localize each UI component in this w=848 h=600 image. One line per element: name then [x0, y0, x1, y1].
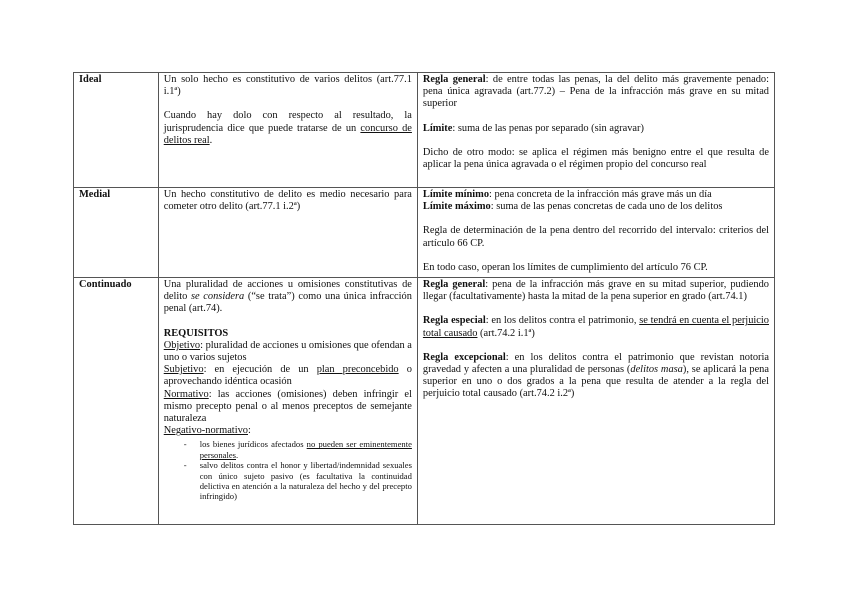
underlined-term: concurso de delitos real: [163, 122, 412, 146]
requirement-label: Subjetivo: [163, 364, 204, 376]
text-span: o aprovechando idéntica ocasión: [163, 364, 412, 388]
rule-text: [423, 123, 769, 135]
rule-label: Límite mínimo: [422, 189, 490, 200]
concurso-table: [73, 72, 775, 525]
row-label: Medial: [74, 188, 159, 278]
text-span: : en los delitos contra el patrimonio que revistan notoria gravedad y afecten a una pluralidad de personas (: [422, 351, 770, 376]
rule-text: [423, 315, 769, 339]
text-span: : suma de las penas por separado (sin agravar): [452, 122, 644, 134]
row-label: Continuado: [74, 278, 159, 525]
dash-bullet: -: [183, 460, 187, 471]
description-cell: [158, 73, 417, 188]
text-span: (art.74.2 i.1ª): [477, 327, 535, 339]
rule-text: Dicho de otro modo: se aplica el régimen más benigno entre el que resulta de aplicar la pena única agravada o el régimen propio del concurso real: [422, 146, 769, 171]
text-span: : pluralidad de acciones u omisiones que ofendan a uno o varios sujetos: [163, 339, 412, 364]
rule-label: Regla excepcional: [422, 351, 506, 363]
description-text: [164, 110, 412, 147]
rule-label: Límite máximo: [422, 201, 491, 213]
text-span: Una pluralidad de acciones u omisiones constitutivas de delito: [163, 279, 412, 303]
underlined-term: no pueden ser eminentemente personales: [199, 439, 412, 460]
text-span: : suma de las penas concretas de cada uno de los delitos: [490, 201, 723, 213]
text-span: Cuando hay dolo con respecto al resultado, la jurisprudencia dice que puede tratarse de un: [163, 110, 412, 134]
requirement-negativo: [164, 425, 412, 437]
emphasis-term: se considera: [191, 291, 245, 303]
text-span: los bienes jurídicos afectados: [199, 439, 307, 450]
rule-cell: [417, 188, 774, 278]
rule-label: Regla general: [422, 74, 486, 85]
rule-text: [423, 201, 769, 213]
text-span: : las acciones (omisiones) deben infringir el mismo precepto penal o al menos preceptos de semejante naturaleza: [163, 388, 412, 425]
description-text: [164, 279, 412, 316]
list-item: [164, 439, 412, 460]
requirement-objetivo: [164, 340, 412, 364]
requirement-label: Objetivo: [163, 339, 201, 351]
text-span: .: [209, 134, 213, 146]
text-span: : pena de la infracción más grave en su mitad superior, pudiendo llegar (facultativamente) hasta la mitad de la pena superior en grado (art.74.1): [422, 279, 769, 303]
underlined-term: plan preconcebido: [316, 364, 399, 376]
text-span: :: [247, 425, 251, 437]
rule-label: Regla especial: [422, 315, 486, 327]
description-text: Un solo hecho es constitutivo de varios delitos (art.77.1 i.1ª): [163, 74, 412, 98]
negativo-list: [164, 439, 412, 501]
rule-text: [423, 279, 769, 303]
rule-text: En todo caso, operan los límites de cumplimiento del artículo 76 CP.: [422, 261, 708, 273]
text-span: ), se aplicará la pena superior en uno o dos grados a la pena que resulta de atender a la regla del perjuicio total causado (art.74.2 i.2ª): [422, 364, 769, 400]
requirement-subjetivo: [164, 364, 412, 388]
description-text: Un hecho constitutivo de delito es medio necesario para cometer otro delito (art.77.1 i.2ª): [163, 189, 412, 213]
rule-cell: [417, 278, 774, 525]
underlined-term: se tendrá en cuenta el perjuicio total causado: [422, 315, 769, 339]
rule-text: [423, 74, 769, 111]
table-row-medial: [74, 188, 775, 278]
requisitos-heading: REQUISITOS: [163, 327, 229, 339]
text-span: : en los delitos contra el patrimonio,: [485, 315, 640, 327]
table-row-ideal: [74, 73, 775, 188]
text-span: (“se trata”) como una única infracción penal (art.74).: [163, 291, 412, 315]
requirement-label: Negativo-normativo: [163, 425, 248, 437]
rule-label: Regla general: [422, 279, 486, 291]
row-label: Ideal: [74, 73, 159, 188]
rule-text: [423, 352, 769, 401]
dash-bullet: -: [183, 439, 187, 450]
rule-text: [423, 189, 769, 201]
description-cell: [158, 188, 417, 278]
rule-cell: [417, 73, 774, 188]
text-span: : en ejecución de un: [203, 364, 317, 376]
rule-text: Regla de determinación de la pena dentro del recorrido del intervalo: criterios del artículo 66 CP.: [422, 225, 769, 249]
table-row-continuado: [74, 278, 775, 525]
list-item: [164, 460, 412, 502]
text-span: .: [236, 449, 239, 460]
requirement-label: Normativo: [163, 388, 209, 400]
emphasis-term: delitos masa: [630, 364, 683, 376]
description-cell: [158, 278, 417, 525]
text-span: salvo delitos contra el honor y libertad/indemnidad sexuales con único sujeto pasivo (es facultativa la continuidad delictiva en atención a la naturaleza del hecho y del precepto infringido): [199, 460, 412, 502]
text-span: : de entre todas las penas, la del delito más gravemente penado: pena única agravada (art.77.2) – Pena de la infracción más grave en su mitad superior: [422, 74, 769, 110]
requirement-normativo: [164, 389, 412, 426]
text-span: : pena concreta de la infracción más grave más un día: [489, 189, 712, 200]
rule-label: Límite: [422, 122, 453, 134]
